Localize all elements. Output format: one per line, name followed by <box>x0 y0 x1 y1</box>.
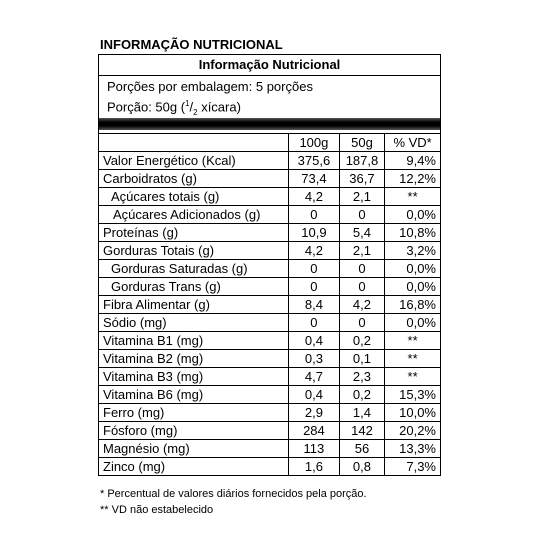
table-row <box>99 224 440 242</box>
row-value-50g: 5,4 <box>339 224 384 242</box>
portion-size: Porção: 50g ($^1/_2$ xícara) <box>107 99 241 117</box>
row-value-50g: 2,3 <box>339 368 384 386</box>
header-vd: % VD* <box>385 134 440 152</box>
table-row <box>99 188 440 206</box>
row-value-vd: 0,0% <box>385 206 440 224</box>
table-row <box>99 458 440 476</box>
row-label: Vitamina B2 (mg) <box>99 350 289 368</box>
footnotes <box>100 486 367 518</box>
row-value-100g: 284 <box>289 422 340 440</box>
row-value-vd: 0,0% <box>385 260 440 278</box>
row-label: Zinco (mg) <box>99 458 289 476</box>
portion-suffix: xícara) <box>197 99 241 115</box>
row-value-100g: 1,6 <box>289 458 340 476</box>
page-title: INFORMAÇÃO NUTRICIONAL <box>100 37 283 52</box>
table-row <box>99 152 440 170</box>
row-value-100g: 375,6 <box>289 152 340 170</box>
row-value-50g: 187,8 <box>339 152 384 170</box>
row-value-vd: ** <box>385 368 440 386</box>
row-label: Açúcares Adicionados (g) <box>99 206 289 224</box>
row-value-50g: 0,2 <box>339 386 384 404</box>
portion-denominator: 2 <box>193 107 198 117</box>
nutrition-table <box>99 133 440 475</box>
row-value-50g: 0 <box>339 206 384 224</box>
row-value-vd: 16,8% <box>385 296 440 314</box>
table-row <box>99 278 440 296</box>
row-value-100g: 4,7 <box>289 368 340 386</box>
row-value-50g: 0 <box>339 278 384 296</box>
row-value-50g: 36,7 <box>339 170 384 188</box>
row-label: Gorduras Totais (g) <box>99 242 289 260</box>
row-value-vd: ** <box>385 332 440 350</box>
row-value-vd: 3,2% <box>385 242 440 260</box>
table-row <box>99 440 440 458</box>
row-value-vd: 10,0% <box>385 404 440 422</box>
row-value-50g: 1,4 <box>339 404 384 422</box>
table-row <box>99 314 440 332</box>
table-row <box>99 422 440 440</box>
table-row <box>99 170 440 188</box>
row-label: Vitamina B6 (mg) <box>99 386 289 404</box>
row-value-100g: 0,4 <box>289 386 340 404</box>
row-label: Fibra Alimentar (g) <box>99 296 289 314</box>
row-label: Magnésio (mg) <box>99 440 289 458</box>
portions-block <box>99 76 440 117</box>
row-value-50g: 0,1 <box>339 350 384 368</box>
row-value-100g: 0 <box>289 314 340 332</box>
header-50g: 50g <box>339 134 384 152</box>
row-value-vd: 13,3% <box>385 440 440 458</box>
row-value-vd: ** <box>385 350 440 368</box>
table-row <box>99 260 440 278</box>
row-value-100g: 0 <box>289 260 340 278</box>
row-label: Proteínas (g) <box>99 224 289 242</box>
row-value-100g: 4,2 <box>289 188 340 206</box>
row-value-50g: 0,2 <box>339 332 384 350</box>
row-label: Açúcares totais (g) <box>99 188 289 206</box>
table-header-row <box>99 134 440 152</box>
row-value-100g: 2,9 <box>289 404 340 422</box>
table-row <box>99 206 440 224</box>
row-value-vd: 15,3% <box>385 386 440 404</box>
portions-per-package: Porções por embalagem: 5 porções <box>107 79 313 94</box>
row-label: Vitamina B1 (mg) <box>99 332 289 350</box>
row-value-100g: 0 <box>289 278 340 296</box>
row-value-100g: 8,4 <box>289 296 340 314</box>
portion-numerator: 1 <box>185 99 190 108</box>
row-label: Fósforo (mg) <box>99 422 289 440</box>
row-value-100g: 10,9 <box>289 224 340 242</box>
table-row <box>99 368 440 386</box>
row-value-vd: 9,4% <box>385 152 440 170</box>
row-value-50g: 0,8 <box>339 458 384 476</box>
footnote-vd: * Percentual de valores diários fornecidos pela porção. <box>100 488 367 500</box>
row-label: Gorduras Saturadas (g) <box>99 260 289 278</box>
header-label <box>99 134 289 152</box>
row-value-vd: 12,2% <box>385 170 440 188</box>
row-value-50g: 142 <box>339 422 384 440</box>
table-row <box>99 386 440 404</box>
row-value-50g: 0 <box>339 260 384 278</box>
row-value-vd: 0,0% <box>385 314 440 332</box>
row-value-50g: 56 <box>339 440 384 458</box>
row-label: Carboidratos (g) <box>99 170 289 188</box>
row-value-50g: 4,2 <box>339 296 384 314</box>
row-label: Ferro (mg) <box>99 404 289 422</box>
table-row <box>99 404 440 422</box>
row-value-50g: 2,1 <box>339 188 384 206</box>
row-value-100g: 0,4 <box>289 332 340 350</box>
row-label: Vitamina B3 (mg) <box>99 368 289 386</box>
row-label: Sódio (mg) <box>99 314 289 332</box>
table-row <box>99 242 440 260</box>
panel-header: Informação Nutricional <box>99 55 440 76</box>
nutrition-panel <box>98 54 441 476</box>
row-value-50g: 0 <box>339 314 384 332</box>
table-row <box>99 350 440 368</box>
row-value-100g: 0 <box>289 206 340 224</box>
table-row <box>99 332 440 350</box>
footnote-not-established: ** VD não estabelecido <box>100 504 214 516</box>
row-value-100g: 0,3 <box>289 350 340 368</box>
row-value-100g: 113 <box>289 440 340 458</box>
table-row <box>99 296 440 314</box>
row-value-50g: 2,1 <box>339 242 384 260</box>
row-value-vd: ** <box>385 188 440 206</box>
row-value-vd: 10,8% <box>385 224 440 242</box>
row-value-vd: 7,3% <box>385 458 440 476</box>
row-label: Valor Energético (Kcal) <box>99 152 289 170</box>
header-100g: 100g <box>289 134 340 152</box>
row-value-100g: 4,2 <box>289 242 340 260</box>
portion-prefix: Porção: 50g ( <box>107 99 186 115</box>
row-value-100g: 73,4 <box>289 170 340 188</box>
row-value-vd: 20,2% <box>385 422 440 440</box>
row-label: Gorduras Trans (g) <box>99 278 289 296</box>
row-value-vd: 0,0% <box>385 278 440 296</box>
